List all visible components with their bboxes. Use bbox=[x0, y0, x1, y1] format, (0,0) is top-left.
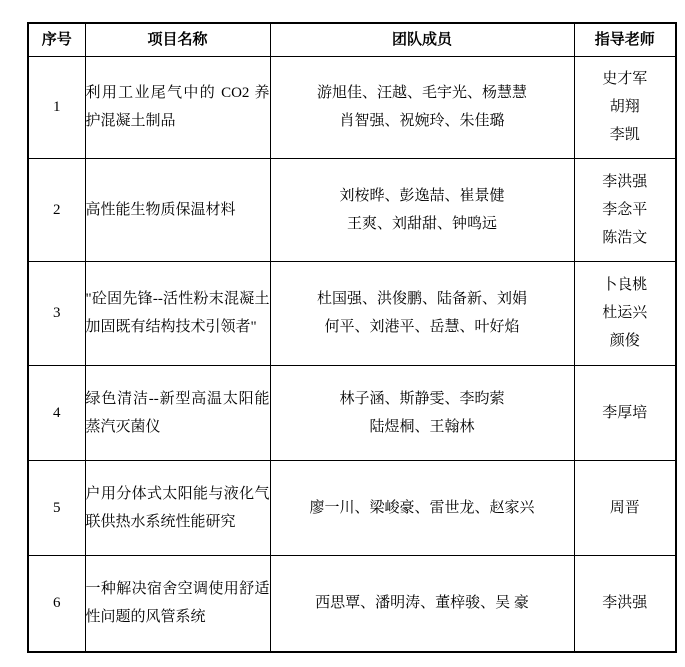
project-name: 利用工业尾气中的 CO2 养护混凝土制品 bbox=[85, 56, 270, 158]
table-row bbox=[28, 365, 676, 460]
advisors bbox=[574, 365, 676, 460]
team-line: 林子涵、斯静雯、李昀萦 bbox=[339, 390, 505, 407]
project-name: 绿色清洁--新型高温太阳能蒸汽灭菌仪 bbox=[85, 365, 270, 460]
header-cell-team-members: 团队成员 bbox=[270, 23, 574, 56]
row-number: 3 bbox=[28, 261, 85, 365]
header-row bbox=[28, 23, 676, 56]
team-line: 杜国强、洪俊鹏、陆备新、刘娟 bbox=[316, 291, 527, 307]
team-members bbox=[270, 56, 574, 158]
row-number: 5 bbox=[28, 460, 85, 555]
advisor-name: 陈浩文 bbox=[602, 229, 648, 246]
advisor-name: 李洪强 bbox=[602, 173, 648, 190]
team-members bbox=[270, 555, 574, 652]
team-members bbox=[270, 261, 574, 365]
header-cell-advisor: 指导老师 bbox=[574, 23, 676, 56]
table-row bbox=[28, 460, 676, 555]
project-name: 一种解决宿舍空调使用舒适性问题的风管系统 bbox=[85, 555, 270, 652]
team-members bbox=[270, 460, 574, 555]
advisor-name: 卜良桃 bbox=[602, 277, 648, 293]
project-name: 高性能生物质保温材料 bbox=[85, 158, 270, 261]
team-members bbox=[270, 365, 574, 460]
advisors bbox=[574, 261, 676, 365]
advisors bbox=[574, 56, 676, 158]
advisor-name: 李洪强 bbox=[602, 595, 648, 612]
team-line: 游旭佳、汪越、毛宇光、杨慧慧 bbox=[316, 85, 527, 101]
row-number: 4 bbox=[28, 365, 85, 460]
table-row bbox=[28, 158, 676, 261]
advisor-name: 李凯 bbox=[609, 127, 640, 143]
table-row bbox=[28, 56, 676, 158]
team-line: 西思覃、潘明涛、董梓骏、吴 豪 bbox=[315, 595, 529, 612]
project-name: "砼固先锋--活性粉末混凝土加固既有结构技术引领者" bbox=[85, 261, 270, 365]
advisors bbox=[574, 555, 676, 652]
row-number: 6 bbox=[28, 555, 85, 652]
team-line: 肖智强、祝婉玲、朱佳璐 bbox=[339, 113, 505, 129]
team-line: 王爽、刘甜甜、钟鸣远 bbox=[346, 215, 497, 232]
project-roster-table bbox=[27, 22, 677, 653]
advisors bbox=[574, 460, 676, 555]
header-cell-project-name: 项目名称 bbox=[85, 23, 270, 56]
advisor-name: 史才军 bbox=[602, 71, 648, 87]
team-members bbox=[270, 158, 574, 261]
team-line: 刘桉晔、彭逸喆、崔景健 bbox=[339, 187, 505, 204]
advisor-name: 杜运兴 bbox=[602, 305, 648, 321]
row-number: 2 bbox=[28, 158, 85, 261]
advisor-name: 周晋 bbox=[609, 499, 640, 516]
advisor-name: 胡翔 bbox=[609, 99, 640, 115]
team-line: 何平、刘港平、岳慧、叶好焰 bbox=[324, 319, 520, 335]
table-row bbox=[28, 555, 676, 652]
team-line: 廖一川、梁峻豪、雷世龙、赵家兴 bbox=[309, 499, 535, 516]
advisors bbox=[574, 158, 676, 261]
row-number: 1 bbox=[28, 56, 85, 158]
advisor-name: 李厚培 bbox=[602, 404, 648, 421]
advisor-name: 颜俊 bbox=[609, 333, 640, 349]
project-name: 户用分体式太阳能与液化气联供热水系统性能研究 bbox=[85, 460, 270, 555]
table-row bbox=[28, 261, 676, 365]
advisor-name: 李念平 bbox=[602, 201, 648, 218]
team-line: 陆煜桐、王翰林 bbox=[369, 418, 475, 435]
header-cell-number: 序号 bbox=[28, 23, 85, 56]
